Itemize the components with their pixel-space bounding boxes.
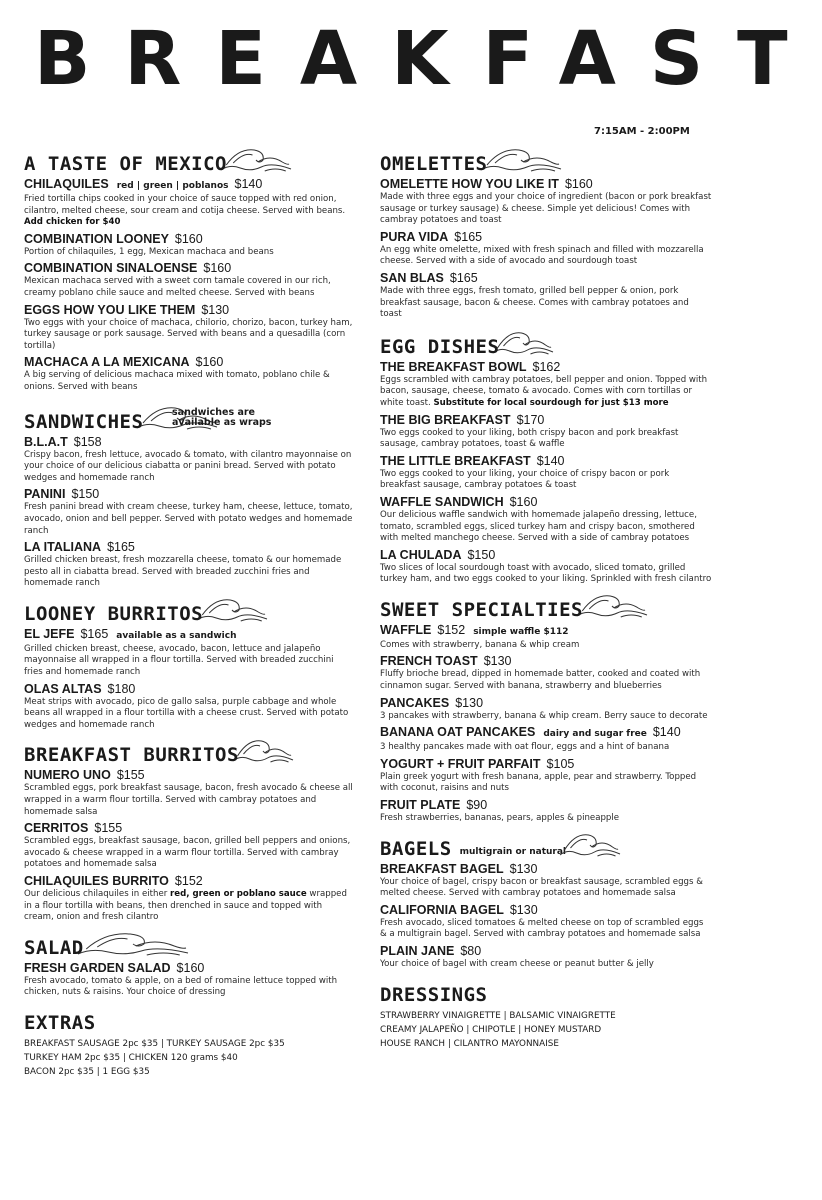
- menu-item: [24, 232, 354, 259]
- dressing-line: STRAWBERRY VINAIGRETTE | BALSAMIC VINAIGRETTE: [380, 1010, 616, 1021]
- menu-item: [380, 177, 712, 227]
- menu-item-name: B.L.A.T: [24, 434, 68, 449]
- menu-item: [380, 903, 712, 941]
- menu-item-description: An egg white omelette, mixed with fresh spinach and filled with mozzarella cheese. Served with a side of avocado and sourdough toast: [380, 244, 704, 267]
- wave-icon: [197, 594, 267, 624]
- menu-item-price: $80: [460, 944, 482, 958]
- section-header: [24, 737, 354, 765]
- menu-item-description: Fresh panini bread with cream cheese, turkey ham, cheese, lettuce, tomato, avocado, onion and bell pepper. Served with potato wedges and homemade ranch: [24, 502, 353, 536]
- menu-item-header: [24, 821, 354, 836]
- menu-item-name: EL JEFE: [24, 626, 75, 641]
- menu-item-price: $165: [449, 270, 478, 285]
- menu-item-header: [24, 232, 354, 247]
- section-dressings: [380, 977, 712, 1051]
- wave-icon: [221, 144, 291, 174]
- section-header: [24, 146, 354, 174]
- menu-item-name: THE BREAKFAST BOWL: [380, 359, 527, 374]
- menu-item-price: $160: [195, 355, 224, 370]
- menu-item-description: Crispy bacon, fresh lettuce, avocado & tomato, with cilantro mayonnaise on your choice of our delicious ciabatta or panini bread. Served with potato wedges and homemade ranch: [24, 449, 352, 483]
- menu-item-name: COMBINATION SINALOENSE: [24, 261, 198, 276]
- menu-item: [24, 435, 354, 485]
- wave-icon: [493, 327, 553, 357]
- menu-item-name: WAFFLE SANDWICH: [380, 494, 504, 509]
- menu-item-tag: dairy and sugar free: [543, 729, 647, 740]
- menu-item-price: $155: [116, 768, 145, 783]
- menu-item-header: [24, 177, 354, 194]
- wave-icon: [577, 590, 647, 620]
- section-title: SANDWICHES: [24, 410, 144, 433]
- menu-item: [380, 798, 712, 825]
- menu-item-price: $150: [71, 487, 100, 502]
- menu-item-header: [380, 413, 712, 428]
- menu-item: [380, 360, 712, 410]
- menu-item-header: [380, 271, 712, 286]
- menu-item-price: $130: [509, 902, 538, 917]
- menu-item: [24, 303, 354, 353]
- menu-item-header: [380, 725, 712, 742]
- menu-item-header: [380, 696, 712, 711]
- menu-item-description: Grilled chicken breast, fresh mozzarella cheese, tomato & our homemade pesto all in ciabatta bread. Served with breaded zucchini fries and homemade ranch: [24, 555, 342, 589]
- menu-item-header: [24, 261, 354, 276]
- menu-item-name: FRESH GARDEN SALAD: [24, 960, 171, 975]
- menu-item-header: [380, 177, 712, 192]
- section-mexico: [24, 146, 354, 394]
- menu-item-description: Two slices of local sourdough toast with avocado, sliced tomato, grilled turkey ham, and two eggs cooked to your liking. Sprinkled with fresh cilantro: [380, 562, 712, 585]
- menu-item-name: CERRITOS: [24, 821, 89, 836]
- section-title: EGG DISHES: [380, 335, 500, 358]
- extras-line: BACON 2pc $35 | 1 EGG $35: [24, 1066, 150, 1077]
- menu-item-header: [380, 623, 712, 640]
- menu-item-name: YOGURT + FRUIT PARFAIT: [380, 756, 541, 771]
- menu-item-description: Mexican machaca served with a sweet corn tamale covered in our rich, creamy poblano chile sauce and melted cheese. Served with beans: [24, 276, 331, 298]
- extras-line: BREAKFAST SAUSAGE 2pc $35 | TURKEY SAUSAGE 2pc $35: [24, 1038, 285, 1049]
- menu-item-description: Our delicious chilaquiles in either red, green or poblano sauce wrapped in a flour tortilla with beans, then drenched in sauce and topped with cream, onion and fresh cilantro: [24, 889, 347, 923]
- menu-item-header: [380, 495, 712, 510]
- menu-item-price: $90: [466, 798, 488, 813]
- menu-item-description: Your choice of bagel, crispy bacon or breakfast sausage, scrambled eggs & melted cheese. Served with cambray potatoes and homemade salsa: [380, 876, 703, 899]
- menu-item-price: $130: [483, 654, 512, 669]
- menu-item: [380, 725, 712, 754]
- section-bagels: [380, 831, 712, 971]
- menu-item-price: $158: [73, 434, 102, 449]
- menu-item-name: COMBINATION LOONEY: [24, 231, 169, 246]
- extras-line: TURKEY HAM 2pc $35 | CHICKEN 120 grams $40: [24, 1052, 238, 1063]
- menu-item-description: 3 healthy pancakes made with oat flour, eggs and a hint of banana: [380, 742, 670, 753]
- section-header: [380, 592, 712, 620]
- menu-item: [380, 696, 712, 723]
- section-sandwiches: [24, 404, 354, 590]
- menu-item: [380, 413, 712, 451]
- menu-item-description: Your choice of bagel with cream cheese or peanut butter & jelly: [380, 959, 654, 969]
- menu-item-header: [380, 944, 712, 959]
- menu-item-description: Fresh avocado, tomato & apple, on a bed of romaine lettuce topped with chicken, nuts & raisins. Your choice of dressing: [24, 975, 338, 998]
- menu-item-description: Eggs scrambled with cambray potatoes, bell pepper and onion. Topped with bacon, sausage, cheese, tomato & avocado. Comes with corn tortillas or white toast. Substitute for local sourdough for just $13 more: [380, 374, 708, 408]
- menu-item-price: $152: [437, 622, 466, 637]
- section-header: [380, 977, 712, 1005]
- menu-item: [380, 623, 712, 652]
- menu-item-header: [380, 454, 712, 469]
- menu-item-description: Scrambled eggs, pork breakfast sausage, bacon, fresh avocado & cheese all wrapped in a warm flour tortilla. Served with cambray potatoes and homemade salsa: [24, 783, 353, 817]
- menu-item-name: SAN BLAS: [380, 270, 444, 285]
- menu-item: [380, 757, 712, 795]
- menu-item-name: OMELETTE HOW YOU LIKE IT: [380, 177, 559, 191]
- section-title: SALAD: [24, 936, 84, 959]
- section-header: [380, 329, 712, 357]
- menu-item-name: THE LITTLE BREAKFAST: [380, 453, 531, 468]
- menu-item-price: $160: [174, 231, 203, 246]
- menu-item-name: CHILAQUILES BURRITO: [24, 874, 169, 888]
- section-title: EXTRAS: [24, 1011, 96, 1034]
- dressing-line: HOUSE RANCH | CILANTRO MAYONNAISE: [380, 1038, 559, 1049]
- section-title: OMELETTES: [380, 153, 488, 175]
- menu-item-price: $160: [176, 960, 205, 975]
- wave-icon: [481, 144, 561, 174]
- menu-item-name: PLAIN JANE: [380, 944, 455, 958]
- menu-item-description: Fresh strawberries, bananas, pears, apples & pineapple: [380, 813, 620, 824]
- menu-item-price: $152: [174, 874, 203, 888]
- menu-item: [24, 961, 354, 999]
- section-breakfast-burritos: [24, 737, 354, 923]
- menu-item-description: Meat strips with avocado, pico de gallo salsa, purple cabbage and whole beans all wrapped in a flour tortilla with a cheese crust. Served with potato wedges and homemade ranch: [24, 696, 349, 730]
- section-sweet-specialties: [380, 592, 712, 825]
- menu-item: [380, 271, 712, 321]
- menu-item-description: Made with three eggs, fresh tomato, grilled bell pepper & onion, pork breakfast sausage, bacon & cheese. Comes with cambray potatoes and toast: [380, 285, 689, 320]
- menu-item-price: $130: [455, 695, 484, 710]
- menu-item-extra: simple waffle $112: [473, 626, 569, 637]
- section-header: [24, 1005, 354, 1033]
- menu-item-price: $160: [509, 494, 538, 509]
- section-header: [380, 831, 712, 859]
- menu-item-description: Our delicious waffle sandwich with homemade jalapeño dressing, lettuce, tomato, scrambled eggs, sliced turkey ham and crispy bacon, smothered with melted manchego cheese. Served with a side of cambray potatoes: [380, 509, 697, 544]
- menu-item-price: $140: [536, 453, 565, 468]
- menu-item: [24, 682, 354, 732]
- menu-item-name: FRUIT PLATE: [380, 798, 461, 813]
- menu-item-name: PURA VIDA: [380, 229, 449, 244]
- menu-item-name: THE BIG BREAKFAST: [380, 412, 511, 427]
- menu-item-description: Grilled chicken breast, cheese, avocado, bacon, lettuce and jalapeño mayonnaise all wrapped in a flour tortilla. Served with breaded zucchini fries and homemade ranch: [24, 643, 334, 678]
- menu-item-description: Plain greek yogurt with fresh banana, apple, pear and strawberry. Topped with coconut, raisins and nuts: [380, 771, 697, 794]
- menu-item-header: [24, 303, 354, 318]
- menu-item-header: [380, 360, 712, 375]
- menu-item-description: Two eggs cooked to your liking, your choice of crispy bacon or pork breakfast sausage, cambray potatoes & toast: [380, 468, 670, 491]
- menu-item-tag: red | green | poblanos: [116, 181, 229, 191]
- menu-item-name: LA ITALIANA: [24, 540, 102, 555]
- menu-item-header: [380, 230, 712, 245]
- menu-item-description: Made with three eggs and your choice of ingredient (bacon or pork breakfast sausage or turkey sausage) & cheese. Simple yet delicious! Comes with cambray potatoes and toast: [380, 192, 712, 226]
- menu-item-price: $130: [201, 302, 230, 317]
- right-column: [380, 140, 712, 1051]
- section-egg-dishes: [380, 329, 712, 586]
- section-header: [24, 930, 354, 958]
- section-title: SWEET SPECIALTIES: [380, 598, 583, 621]
- menu-item-description: Scrambled eggs, breakfast sausage, bacon, grilled bell peppers and onions, avocado & cheese wrapped in a warm flour tortilla. Served with cambray potatoes and homemade salsa: [24, 836, 351, 870]
- menu-item-description: A big serving of delicious machaca mixed with tomato, poblano chile & onions. Served with beans: [24, 370, 330, 392]
- menu-item-price: $140: [652, 725, 681, 740]
- menu-item: [24, 821, 354, 871]
- menu-item-description: Two eggs with your choice of machaca, chilorio, chorizo, bacon, turkey ham, turkey sausage or pork sausage. Served with beans and a quesadilla (corn tortilla): [24, 317, 353, 351]
- menu-item-name: CHILAQUILES: [24, 177, 109, 191]
- menu-item: [24, 874, 354, 924]
- menu-item-name: OLAS ALTAS: [24, 681, 102, 696]
- section-title: A TASTE OF MEXICO: [24, 153, 227, 175]
- section-extras: [24, 1005, 354, 1079]
- wave-icon: [233, 735, 293, 765]
- menu-item-header: [380, 654, 712, 669]
- menu-item-header: [24, 627, 354, 644]
- menu-item-name: BREAKFAST BAGEL: [380, 861, 504, 876]
- menu-item: [380, 495, 712, 545]
- menu-item-description: Portion of chilaquiles, 1 egg, Mexican machaca and beans: [24, 246, 274, 257]
- section-salad: [24, 930, 354, 999]
- section-title: BAGELS: [380, 837, 452, 860]
- menu-item-name: FRENCH TOAST: [380, 654, 478, 669]
- menu-item: [24, 540, 354, 590]
- menu-item-name: BANANA OAT PANCAKES: [380, 725, 536, 740]
- menu-item: [24, 487, 354, 537]
- menu-item-header: [24, 355, 354, 370]
- menu-item: [380, 454, 712, 492]
- opening-hours: 7:15AM - 2:00PM: [594, 126, 690, 137]
- menu-item-price: $130: [509, 861, 538, 876]
- menu-item-name: EGGS HOW YOU LIKE THEM: [24, 302, 196, 317]
- menu-item-price: $165: [80, 626, 109, 641]
- section-title: DRESSINGS: [380, 983, 488, 1006]
- menu-item-description: Fluffy brioche bread, dipped in homemade batter, cooked and coated with cinnamon sugar. Served with banana, strawberry and blueberries: [380, 669, 701, 692]
- menu-item: [24, 355, 354, 393]
- section-note: multigrain or natural: [459, 846, 567, 857]
- section-note: sandwiches are available as wraps: [172, 406, 272, 428]
- left-column: [24, 140, 354, 1079]
- menu-item-header: [380, 548, 712, 563]
- menu-item-header: [24, 435, 354, 450]
- menu-item-name: PANINI: [24, 487, 66, 502]
- menu-item-header: [380, 862, 712, 877]
- menu-item-name: LA CHULADA: [380, 547, 462, 562]
- menu-item-header: [380, 903, 712, 918]
- menu-item-tag: available as a sandwich: [116, 630, 237, 641]
- menu-item-name: NUMERO UNO: [24, 768, 111, 783]
- menu-item-description: Fresh avocado, sliced tomatoes & melted cheese on top of scrambled eggs & a multigrain bagel. Served with cambray potatoes and homemade salsa: [380, 917, 704, 940]
- menu-item-name: CALIFORNIA BAGEL: [380, 902, 504, 917]
- menu-item-name: MACHACA A LA MEXICANA: [24, 355, 190, 370]
- section-omelettes: [380, 146, 712, 321]
- wave-icon: [78, 928, 188, 958]
- section-header: [24, 404, 354, 432]
- menu-item-price: $105: [546, 756, 575, 771]
- menu-item-description: Fried tortilla chips cooked in your choice of sauce topped with red onion, cilantro, melted cheese, sour cream and cotija cheese. Served with beans. Add chicken for $40: [24, 194, 346, 228]
- menu-item-price: $165: [107, 540, 135, 555]
- menu-item-price: $170: [516, 412, 545, 427]
- menu-item-header: [24, 768, 354, 783]
- menu-item-price: $180: [107, 681, 136, 696]
- section-looney-burritos: [24, 596, 354, 732]
- menu-item-price: $160: [564, 177, 593, 191]
- menu-item: [380, 548, 712, 586]
- wave-icon: [560, 829, 620, 859]
- section-title: BREAKFAST BURRITOS: [24, 744, 239, 767]
- menu-item-description: 3 pancakes with strawberry, banana & whip cream. Berry sauce to decorate: [380, 710, 708, 721]
- menu-item-header: [380, 798, 712, 813]
- menu-item-description: Comes with strawberry, banana & whip cream: [380, 639, 580, 650]
- menu-title: BREAKFAST: [34, 16, 822, 102]
- menu-item-header: [24, 487, 354, 502]
- menu-item-header: [380, 757, 712, 772]
- section-title: LOONEY BURRITOS: [24, 602, 204, 625]
- menu-item-price: $140: [234, 177, 263, 191]
- menu-item-header: [24, 874, 354, 889]
- menu-item-name: PANCAKES: [380, 695, 450, 710]
- section-header: [380, 146, 712, 174]
- menu-item: [380, 862, 712, 900]
- menu-item: [24, 261, 354, 299]
- menu-item: [24, 177, 354, 229]
- menu-item: [380, 944, 712, 971]
- menu-item-header: [24, 961, 354, 976]
- menu-item-price: $165: [454, 229, 483, 244]
- menu-item: [380, 654, 712, 692]
- menu-item-header: [24, 540, 354, 555]
- section-header: [24, 596, 354, 624]
- menu-item: [24, 627, 354, 679]
- menu-item: [380, 230, 712, 268]
- menu-item-header: [24, 682, 354, 697]
- menu-item: [24, 768, 354, 818]
- dressing-line: CREAMY JALAPEÑO | CHIPOTLE | HONEY MUSTARD: [380, 1024, 602, 1035]
- menu-item-price: $155: [94, 821, 123, 836]
- menu-item-name: WAFFLE: [380, 622, 432, 637]
- menu-item-price: $150: [467, 547, 496, 562]
- menu-item-description: Two eggs cooked to your liking, both crispy bacon and pork breakfast sausage, cambray potatoes, toast & waffle: [380, 427, 679, 450]
- menu-item-price: $160: [203, 261, 232, 276]
- menu-item-price: $162: [532, 359, 561, 374]
